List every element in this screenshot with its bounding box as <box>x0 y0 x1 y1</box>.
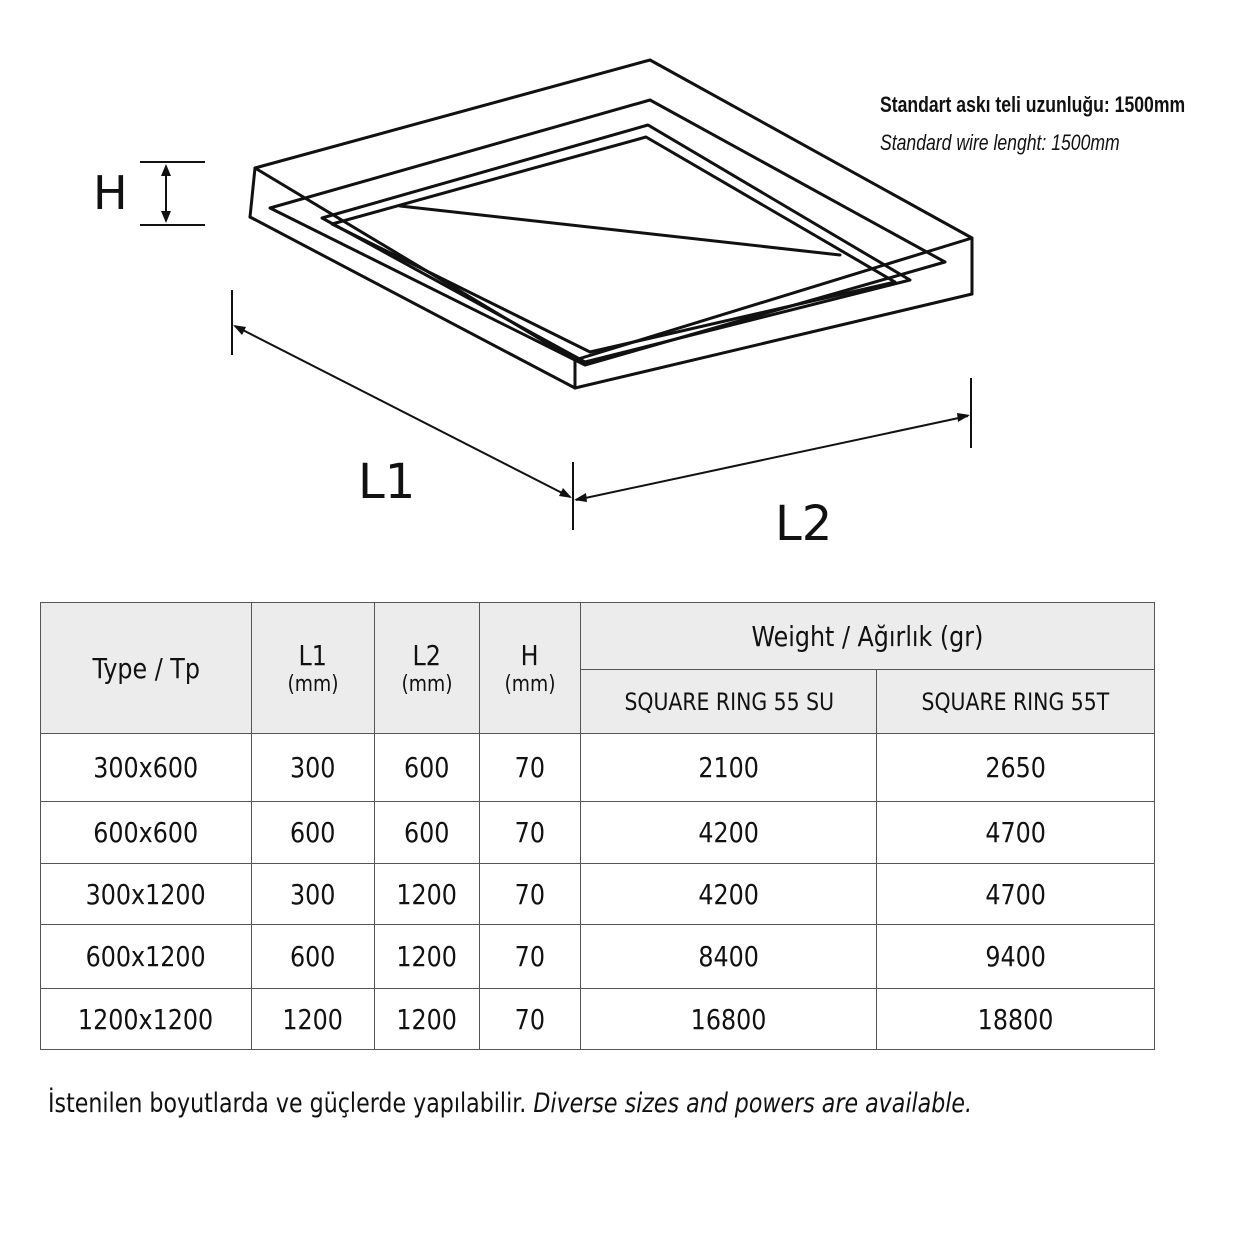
cell-weight-su: 4200 <box>581 802 877 864</box>
header-h: H (mm) <box>479 603 581 734</box>
cell-weight-t: 18800 <box>877 989 1155 1050</box>
frame-bottom-left <box>250 217 575 388</box>
table-row <box>41 734 1155 802</box>
cell-type: 600x600 <box>41 802 252 864</box>
table-row <box>41 802 1155 864</box>
table-row <box>41 864 1155 925</box>
cell-weight-t: 4700 <box>877 864 1155 925</box>
cell-type: 1200x1200 <box>41 989 252 1050</box>
footer-tr: İstenilen boyutlarda ve güçlerde yapılabilir. <box>48 1088 527 1119</box>
luminaire-drawing <box>0 0 1254 590</box>
inner-panel-inner <box>332 137 895 352</box>
h-arrow-down <box>161 211 171 223</box>
cell-l1: 600 <box>251 802 374 864</box>
header-l1: L1 (mm) <box>251 603 374 734</box>
l2-arrow-left <box>574 493 587 502</box>
cell-weight-t: 9400 <box>877 925 1155 989</box>
cell-h: 70 <box>479 802 581 864</box>
l2-dim-line <box>576 416 968 500</box>
l1-arrow-left <box>233 325 246 335</box>
cell-l2: 1200 <box>374 925 479 989</box>
cell-type: 600x1200 <box>41 925 252 989</box>
cell-weight-t: 2650 <box>877 734 1155 802</box>
frame-top-outer <box>255 60 972 360</box>
header-variant-su: SQUARE RING 55 SU <box>581 670 877 734</box>
l2-arrow-right <box>957 413 970 422</box>
cell-h: 70 <box>479 925 581 989</box>
cell-l1: 300 <box>251 734 374 802</box>
cell-l2: 1200 <box>374 989 479 1050</box>
header-l2: L2 (mm) <box>374 603 479 734</box>
table-row <box>41 925 1155 989</box>
cell-l2: 600 <box>374 734 479 802</box>
l1-arrow-right <box>559 488 572 498</box>
footer-en: Diverse sizes and powers are available. <box>533 1088 973 1119</box>
cell-l1: 1200 <box>251 989 374 1050</box>
cell-l2: 1200 <box>374 864 479 925</box>
cell-weight-su: 16800 <box>581 989 877 1050</box>
cell-l1: 300 <box>251 864 374 925</box>
header-weight: Weight / Ağırlık (gr) <box>581 603 1155 670</box>
inner-panel-fold <box>400 206 840 255</box>
cell-weight-su: 4200 <box>581 864 877 925</box>
l2-label: L2 <box>775 496 833 552</box>
cell-weight-su: 8400 <box>581 925 877 989</box>
wire-length-en: Standard wire lenght: 1500mm <box>880 130 1120 155</box>
header-type: Type / Tp <box>41 603 252 734</box>
cell-l2: 600 <box>374 802 479 864</box>
cell-weight-t: 4700 <box>877 802 1155 864</box>
h-arrow-up <box>161 164 171 176</box>
l1-label: L1 <box>358 454 416 510</box>
cell-h: 70 <box>479 989 581 1050</box>
cell-type: 300x1200 <box>41 864 252 925</box>
cell-l1: 600 <box>251 925 374 989</box>
frame-edge-left <box>250 168 255 217</box>
h-label: H <box>93 166 128 220</box>
cell-h: 70 <box>479 734 581 802</box>
cell-type: 300x600 <box>41 734 252 802</box>
wire-length-tr: Standart askı teli uzunluğu: 1500mm <box>880 92 1186 117</box>
spec-table <box>40 602 1155 1050</box>
footer-note <box>48 1088 972 1119</box>
cell-weight-su: 2100 <box>581 734 877 802</box>
header-variant-t: SQUARE RING 55T <box>877 670 1155 734</box>
table-row <box>41 989 1155 1050</box>
cell-h: 70 <box>479 864 581 925</box>
inner-panel-outer <box>322 125 910 362</box>
